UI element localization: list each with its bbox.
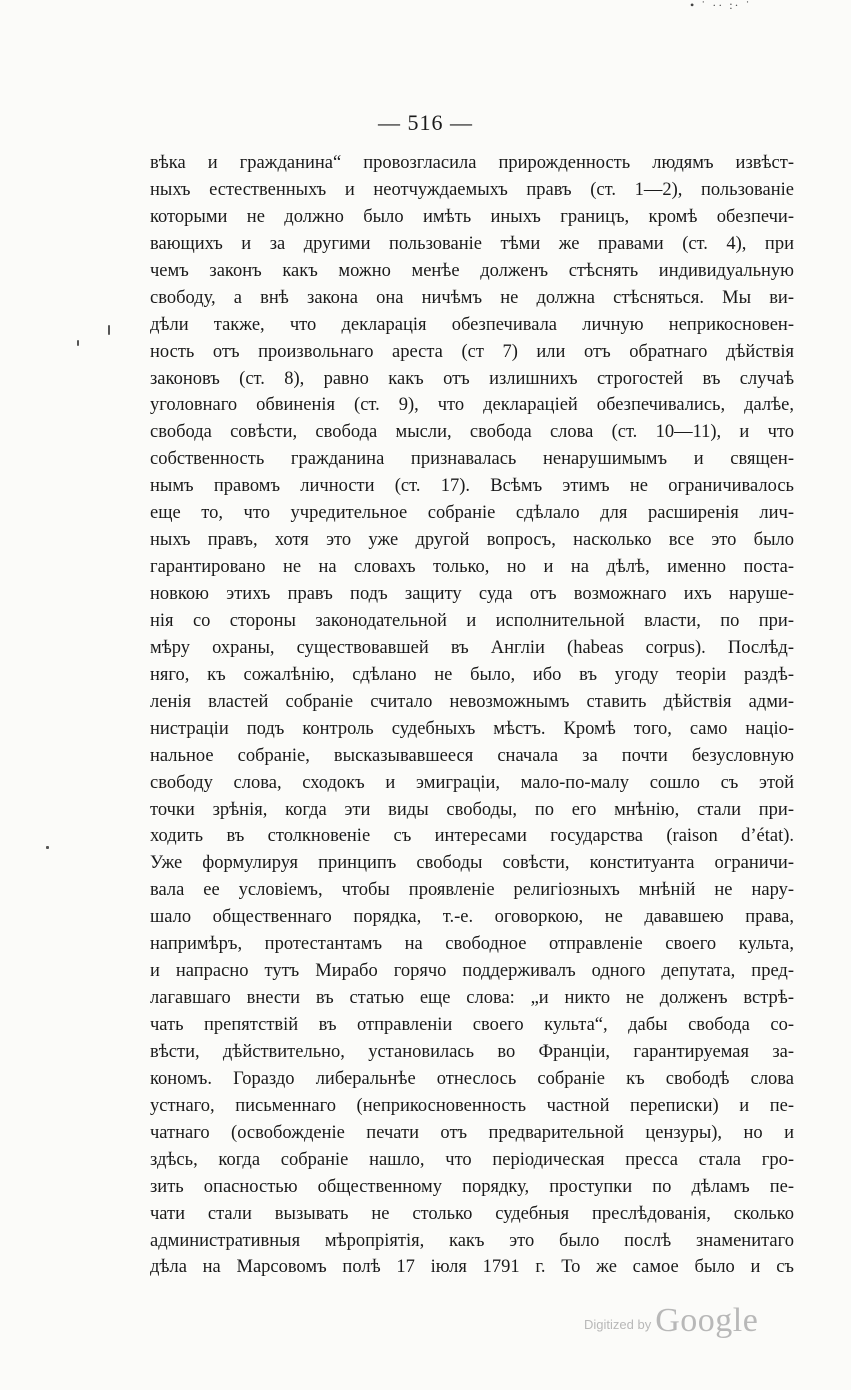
text-line: кономъ. Гораздо либеральнѣе отнеслось собраніе къ свободѣ слова <box>150 1068 794 1089</box>
text-line: ность отъ произвольнаго ареста (ст 7) или отъ обратнаго дѣйствія <box>150 341 794 362</box>
text-line: вала ее условіемъ, чтобы проявленіе религіозныхъ мнѣній не нару- <box>150 880 794 901</box>
text-line: дѣла на Марсовомъ полѣ 17 іюля 1791 г. То же самое было и съ <box>150 1257 794 1278</box>
text-line: законовъ (ст. 8), равно какъ отъ излишнихъ строгостей въ случаѣ <box>150 368 794 389</box>
text-line: няго, къ сожалѣнію, сдѣлано не было, ибо въ угоду теоріи раздѣ- <box>150 664 794 685</box>
text-line: которыми не должно было имѣть иныхъ границъ, кромѣ обезпечи- <box>150 206 794 227</box>
text-line: ныхъ правъ, хотя это уже другой вопросъ, насколько все это было <box>150 530 794 551</box>
page-number: — 516 — <box>378 110 473 135</box>
body-text <box>150 150 794 1281</box>
text-line: Уже формулируя принципъ свободы совѣсти, конституанта ограничи- <box>150 853 794 874</box>
google-watermark <box>584 1298 758 1338</box>
text-line: вающихъ и за другими пользованіе тѣми же правами (ст. 4), при <box>150 233 794 254</box>
text-line: здѣсь, когда собраніе нашло, что періодическая пресса стала гро- <box>150 1149 794 1170</box>
text-line: и напрасно тутъ Мирабо горячо поддерживалъ одного депутата, пред- <box>150 961 794 982</box>
text-line: чемъ законъ какъ можно менѣе долженъ стѣснять индивидуальную <box>150 260 794 281</box>
text-line: вѣка и гражданина“ провозгласила прирожденность людямъ извѣст- <box>150 153 794 173</box>
text-line: дѣли также, что декларація обезпечивала личную неприкосновен- <box>150 314 794 335</box>
text-line: шало общественнаго порядка, т.-е. оговоркою, не дававшею права, <box>150 907 794 928</box>
text-line: чати стали вызывать не столько судебныя преслѣдованія, сколько <box>150 1203 794 1224</box>
text-line: административныя мѣропріятія, какъ это было послѣ знаменитаго <box>150 1230 794 1251</box>
text-line: нія со стороны законодательной и исполнительной власти, по при- <box>150 610 794 631</box>
text-line: лагавшаго внести въ статью еще слова: „и никто не долженъ встрѣ- <box>150 988 794 1009</box>
margin-mark <box>108 325 110 335</box>
text-line: свободу слова, сходокъ и эмиграціи, мало-по-малу сошло съ этой <box>150 772 794 793</box>
watermark-prefix: Digitized by <box>584 1317 652 1332</box>
scan-artifact-top: • ˙ ·· :· ˙ <box>690 0 752 10</box>
text-line: еще то, что учредительное собраніе сдѣлало для расширенія лич- <box>150 503 794 524</box>
text-line: собственность гражданина признавалась ненарушимымъ и священ- <box>150 449 794 470</box>
margin-mark <box>46 846 49 849</box>
text-line: свобода совѣсти, свобода мысли, свобода слова (ст. 10—11), и что <box>150 422 794 443</box>
text-line: нымъ правомъ личности (ст. 17). Всѣмъ этимъ не ограничивалось <box>150 476 794 497</box>
text-line: чать препятствій въ отправленіи своего культа“, дабы свобода со- <box>150 1015 794 1035</box>
text-line: нистраціи подъ контроль судебныхъ мѣстъ. Кромѣ того, само націо- <box>150 718 794 739</box>
text-line: уголовнаго обвиненія (ст. 9), что деклараціей обезпечивались, далѣе, <box>150 395 794 416</box>
text-line: свободу, а внѣ закона она ничѣмъ не должна стѣсняться. Мы ви- <box>150 287 794 308</box>
text-line: ходить въ столкновеніе съ интересами государства (raison d’état). <box>150 826 794 847</box>
text-line: гарантировано не на словахъ только, но и на дѣлѣ, именно поста- <box>150 557 794 578</box>
text-line: напримѣръ, протестантамъ на свободное отправленіе своего культа, <box>150 934 794 955</box>
text-line: ныхъ естественныхъ и неотчуждаемыхъ правъ (ст. 1—2), пользованіе <box>150 179 794 200</box>
google-logo: Google <box>655 1302 759 1339</box>
text-line: чатнаго (освобожденіе печати отъ предварительной цензуры), но и <box>150 1122 794 1143</box>
text-line: зить опасностью общественному порядку, проступки по дѣламъ пе- <box>150 1176 794 1197</box>
text-line: точки зрѣнія, когда эти виды свободы, по его мнѣнію, стали при- <box>150 799 794 820</box>
margin-mark <box>77 340 79 346</box>
text-line: нальное собраніе, высказывавшееся сначала за почти безусловную <box>150 745 794 766</box>
text-line: ленія властей собраніе считало невозможнымъ ставить дѣйствія адми- <box>150 691 794 712</box>
text-line: новкою этихъ правъ подъ защиту суда отъ возможнаго ихъ нарушe- <box>150 584 794 604</box>
text-line: устнаго, письменнаго (неприкосновенность частной переписки) и пе- <box>150 1095 794 1116</box>
text-line: мѣру охраны, существовавшей въ Англіи (habeas corpus). Послѣд- <box>150 637 794 658</box>
text-line: вѣсти, дѣйствительно, установилась во Франціи, гарантируемая за- <box>150 1041 794 1062</box>
